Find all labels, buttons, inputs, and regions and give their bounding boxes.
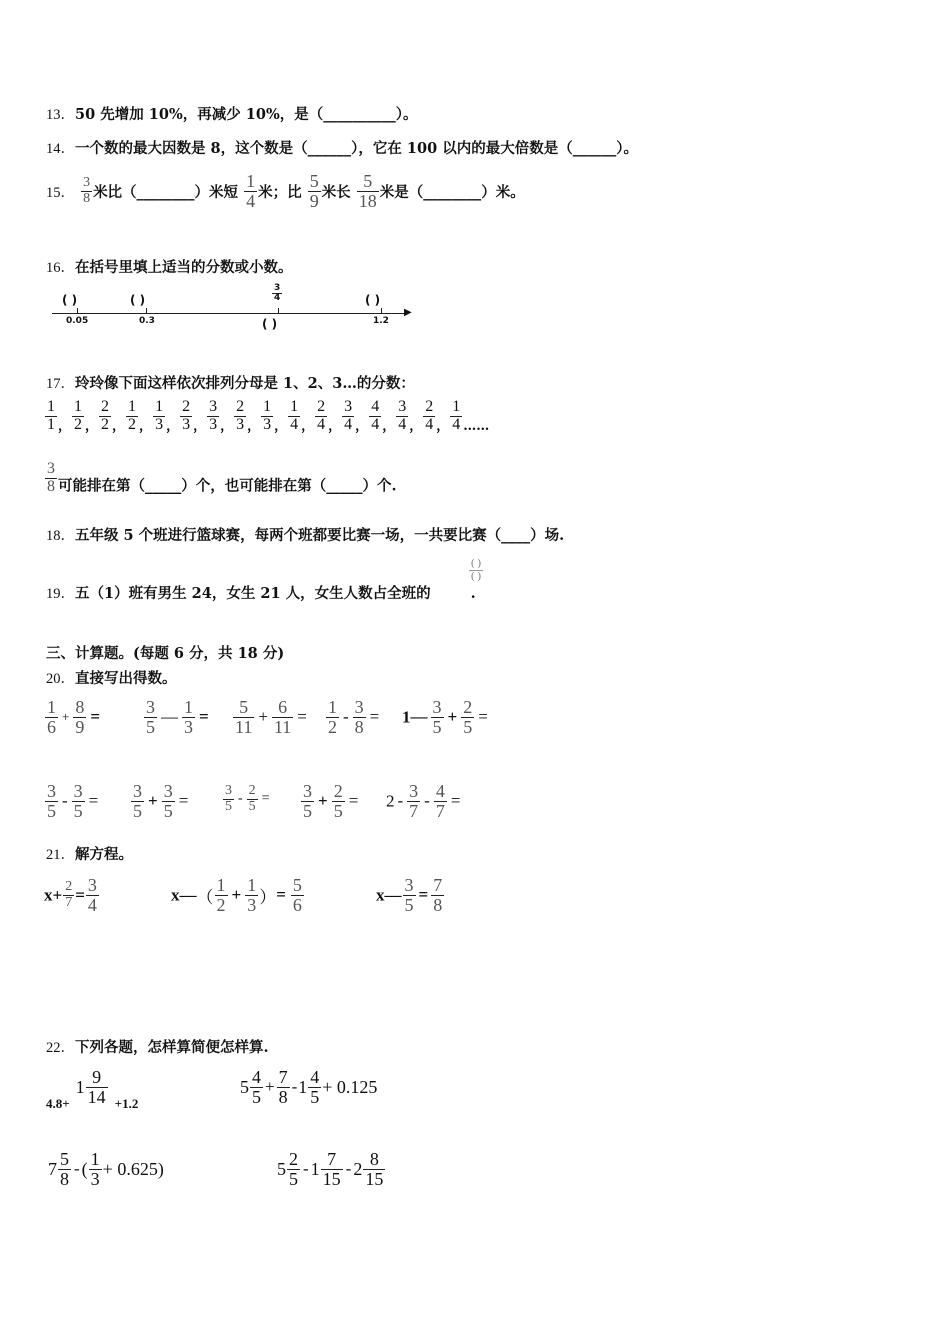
question-number: 20． — [46, 671, 75, 687]
tick — [77, 308, 78, 313]
arrow-icon: ▶ — [404, 307, 412, 318]
separator: ， — [112, 418, 126, 434]
tick — [146, 308, 147, 313]
question-13 — [46, 103, 417, 124]
tick — [278, 308, 279, 313]
sequence-fraction: $\frac{3}{4}$ — [344, 398, 353, 433]
question-number: 14． — [46, 141, 75, 157]
blank-paren: ( ) — [365, 293, 381, 307]
question-14 — [46, 137, 638, 158]
question-text: 五年级 5 个班进行篮球赛，每两个班都要比赛一场，一共要比赛（____）场. — [75, 527, 565, 544]
sequence-fraction: $\frac{1}{1}$ — [47, 398, 55, 433]
separator: ， — [220, 418, 234, 434]
sequence-fraction: $\frac{3}{3}$ — [209, 398, 218, 433]
section-title: 三、计算题。(每题 6 分，共 18 分) — [46, 645, 285, 662]
question-number: 15． — [46, 184, 75, 201]
question-text: 可能排在第（_____）个，也可能排在第（_____）个. — [58, 477, 397, 495]
expression: $\frac{3}{5}$ + $\frac{3}{5}$ = — [133, 781, 189, 821]
question-number: 19． — [46, 586, 75, 602]
separator: …… — [463, 418, 490, 434]
question-number: 16． — [46, 260, 75, 276]
sequence-fraction: $\frac{2}{4}$ — [317, 398, 326, 433]
tick-label: 1.2 — [373, 316, 389, 326]
question-text: 米比（________）米短 — [93, 183, 239, 201]
question-19 — [46, 582, 476, 603]
expression: $\frac{5}{11}$ + $\frac{6}{11}$ = — [235, 697, 307, 737]
question-number: 21． — [46, 847, 75, 863]
sequence-fraction: $\frac{1}{3}$ — [263, 398, 272, 433]
blank-fraction: $\frac{( )}{( )}$ — [471, 557, 482, 582]
expression: $\frac{3}{5}$ - $\frac{2}{5}$ = — [225, 783, 270, 814]
sequence-fraction: $\frac{1}{2}$ — [74, 398, 83, 433]
expression: $_{4.8+}$1 $\frac{9}{14}$ $_{+1.2}$ — [46, 1067, 139, 1111]
separator: ， — [85, 418, 99, 434]
number-line-axis — [52, 313, 408, 314]
sequence-fraction: $\frac{1}{4}$ — [290, 398, 299, 433]
separator: ， — [139, 418, 153, 434]
fraction: $\frac{3}{4}$ — [274, 282, 281, 303]
expression: 5 $\frac{4}{5}$ + $\frac{7}{8}$ -1 $\frac{4}{5}$ + 0.125 — [240, 1067, 378, 1107]
question-number: 13． — [46, 107, 75, 123]
question-17-blank — [44, 461, 397, 496]
question-22 — [46, 1036, 269, 1057]
fraction: $\frac{3}{8}$ — [47, 460, 55, 495]
sequence-fraction: $\frac{2}{2}$ — [101, 398, 110, 433]
fraction: $\frac{1}{4}$ — [246, 171, 256, 211]
tick-label: 0.05 — [66, 316, 89, 326]
fraction: $\frac{3}{8}$ — [83, 175, 91, 206]
question-text: 下列各题，怎样算简便怎样算. — [75, 1039, 269, 1056]
question-number: 22． — [46, 1040, 75, 1056]
question-17 — [46, 372, 415, 393]
separator: ， — [436, 418, 450, 434]
separator: ， — [328, 418, 342, 434]
tick — [381, 308, 382, 313]
sequence-fraction: $\frac{2}{3}$ — [182, 398, 191, 433]
expression: $\frac{3}{5}$ - $\frac{3}{5}$ = — [47, 781, 99, 821]
tick-label: 0.3 — [139, 316, 155, 326]
question-15 — [46, 172, 525, 211]
separator: ， — [409, 418, 423, 434]
expression: $\frac{1}{6}$ + $\frac{8}{9}$ = — [47, 697, 101, 737]
separator: ， — [58, 418, 72, 434]
blank-paren: ( ) — [62, 293, 78, 307]
separator: ， — [355, 418, 369, 434]
sequence-fraction: $\frac{4}{4}$ — [371, 398, 380, 433]
sequence-fraction: $\frac{1}{2}$ — [128, 398, 137, 433]
question-number: 17． — [46, 376, 75, 392]
question-text: 五（1）班有男生 24，女生 21 人，女生人数占全班的 — [75, 585, 431, 602]
expression: $\frac{3}{5}$ — $\frac{1}{3}$ = — [146, 697, 209, 737]
separator: ， — [166, 418, 180, 434]
expression: $\frac{3}{5}$ + $\frac{2}{5}$ = — [303, 781, 359, 821]
separator: ， — [247, 418, 261, 434]
question-text: 米长 — [321, 183, 351, 201]
expression: 5 $\frac{2}{5}$ - 1 $\frac{7}{15}$ - 2 $\frac{8}{15}$ — [277, 1149, 384, 1189]
period: . — [470, 585, 476, 602]
equation: x— $\frac{3}{5}$ = $\frac{7}{8}$ — [376, 875, 443, 915]
question-text: 50 先增加 10%，再减少 10%，是（__________）。 — [75, 106, 418, 123]
question-20 — [46, 667, 177, 688]
equation: x+ $\frac{2}{7}$ = $\frac{3}{4}$ — [44, 875, 97, 915]
expression: 1— $\frac{3}{5}$ + $\frac{2}{5}$ = — [402, 697, 488, 737]
fraction: $\frac{5}{9}$ — [309, 171, 319, 211]
question-number: 18． — [46, 528, 75, 544]
blank-paren: ( ) — [130, 293, 146, 307]
equation: x—（ $\frac{1}{2}$ + $\frac{1}{3}$ ）= $\frac{5}{6}$ — [171, 875, 302, 915]
question-text: 直接写出得数。 — [75, 670, 177, 687]
fraction: $\frac{5}{18}$ — [358, 171, 377, 211]
separator: ， — [274, 418, 288, 434]
question-text: 在括号里填上适当的分数或小数。 — [75, 259, 293, 276]
question-text: 一个数的最大因数是 8，这个数是（______），它在 100 以内的最大倍数是（______）。 — [75, 140, 638, 157]
expression: 2 - $\frac{3}{7}$ - $\frac{4}{7}$ = — [386, 781, 461, 821]
question-text: 米是（________）米。 — [379, 183, 525, 201]
fraction-sequence — [44, 399, 489, 434]
expression: 7 $\frac{5}{8}$ - ( $\frac{1}{3}$ + 0.625) — [48, 1149, 164, 1189]
expression: $\frac{1}{2}$ - $\frac{3}{8}$ = — [328, 697, 380, 737]
sequence-fraction: $\frac{2}{4}$ — [425, 398, 434, 433]
separator: ， — [193, 418, 207, 434]
sequence-fraction: $\frac{2}{3}$ — [236, 398, 245, 433]
question-text: 解方程。 — [75, 846, 133, 863]
question-text: 玲玲像下面这样依次排列分母是 1、2、3…的分数： — [75, 375, 415, 392]
question-21 — [46, 843, 133, 864]
sequence-fraction: $\frac{1}{3}$ — [155, 398, 164, 433]
question-text: 米；比 — [258, 183, 302, 201]
separator: ， — [301, 418, 315, 434]
question-18 — [46, 524, 564, 545]
blank-paren: ( ) — [262, 317, 278, 331]
sequence-fraction: $\frac{1}{4}$ — [452, 398, 461, 433]
separator: ， — [382, 418, 396, 434]
question-16 — [46, 256, 293, 277]
sequence-fraction: $\frac{3}{4}$ — [398, 398, 407, 433]
